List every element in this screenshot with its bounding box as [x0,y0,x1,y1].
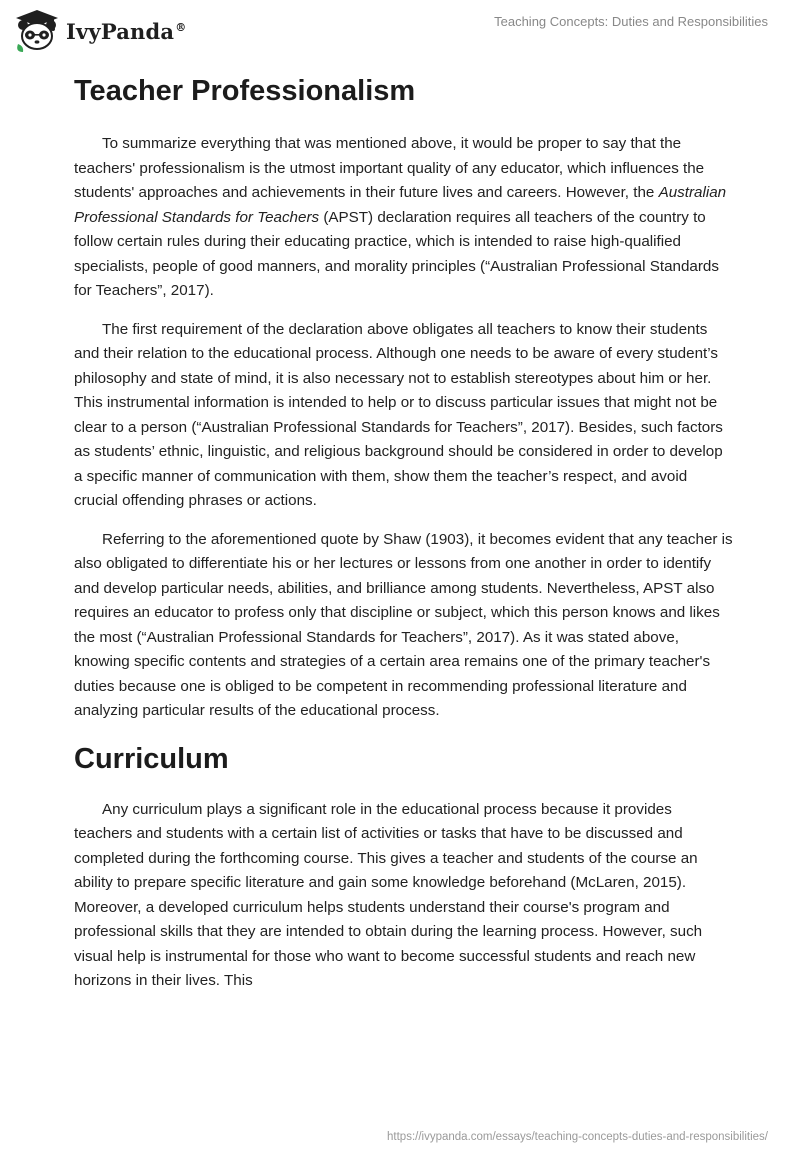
panda-logo-icon [14,8,60,54]
ivypanda-logo[interactable] [14,8,186,54]
italic-title: Australian Professional Standards for Teachers [74,184,727,226]
section-heading-curriculum: Curriculum [74,742,229,775]
essay-content [74,66,734,1008]
section-heading-teacher-professionalism: Teacher Professionalism [74,75,416,107]
page-header [0,0,800,66]
paragraph: Referring to the aforementioned quote by Shaw (1903), it becomes evident that any teacher is also obligated to differentiate his or her lectures or lessons from one another in order to identify and develop particular needs, abilities, and brilliance among students. Nevertheless, APST also requires an educator to profess only that discipline or subject, which this person knows and likes the most (“Australian Professional Standards for Teachers”, 2017). As it was stated above, knowing specific contents and strategies of a certain area remains one of the primary teacher's duties because one is obliged to be competent in recommending professional literature and analyzing particular results of the educational process. [74,530,733,719]
paragraph: The first requirement of the declaration above obligates all teachers to know their students and their relation to the educational process. Although one needs to be aware of every student’s philosophy and state of mind, it is also necessary not to establish stereotypes about him or her. This instrumental information is intended to help or to discuss particular issues that might not be clear to a person (“Australian Professional Standards for Teachers”, 2017). Besides, such factors as students’ ethnic, linguistic, and religious background should be considered in order to develop a specific manner of communication with them, show them the teacher’s respect, and avoid crucial offending phrases or actions. [74,320,723,509]
source-url[interactable]: https://ivypanda.com/essays/teaching-concepts-duties-and-responsibilities/ [387,1131,768,1143]
document-title: Teaching Concepts: Duties and Responsibilities [494,14,768,29]
paragraph: To summarize everything that was mentioned above, it would be proper to say that the teachers' professionalism is the utmost important quality of any educator, which influences the students' approaches and achievements in their future lives and careers. However, the Australian Professional Standards for Teachers (APST) declaration requires all teachers of the country to follow certain rules during their educating practice, which is intended to raise high-qualified specialists, people of good manners, and morality principles (“Australian Professional Standards for Teachers”, 2017). [74,135,727,299]
logo-text: IvyPanda® [66,18,187,44]
paragraph: Any curriculum plays a significant role in the educational process because it provides teachers and students with a certain list of activities or tasks that have to be discussed and completed during the forthcoming course. This gives a teacher and students of the course an ability to prepare specific literature and gain some knowledge beforehand (McLaren, 2015). Moreover, a developed curriculum helps students understand their course's program and professional skills that they are intended to obtain during the learning process. However, such visual help is instrumental for those who want to become successful students and reach new horizons in their lives. This [74,800,703,989]
